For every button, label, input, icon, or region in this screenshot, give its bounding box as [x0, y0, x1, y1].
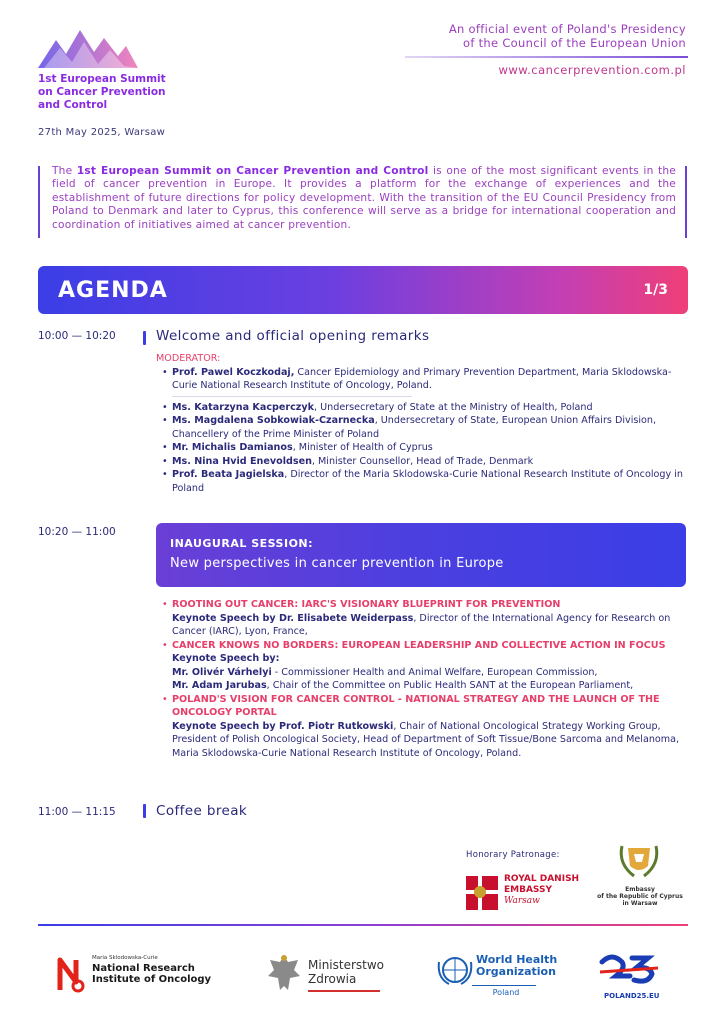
speaker-item — [156, 441, 686, 455]
person-desc: , Director of the Maria Sklodowska-Curie National Research Institute of Oncology in Poland — [172, 469, 683, 494]
keynote-desc: , Director of the International Agency for Research on Cancer (IARC), Lyon, France, — [172, 612, 671, 637]
keynote-speaker: Keynote Speech by Prof. Piotr Rutkowski — [172, 720, 394, 732]
who-name — [476, 954, 557, 978]
cyprus-line: Embassy — [625, 886, 655, 893]
agenda-page-number: 1/3 — [643, 282, 668, 298]
ministry-underline — [308, 990, 380, 992]
summit-title-line: 1st European Summit — [38, 73, 166, 85]
session1-details — [156, 352, 686, 495]
session-marker — [143, 331, 146, 345]
ministry-of-health — [308, 958, 384, 986]
who-country: Poland — [492, 988, 520, 997]
inaugural-label: INAUGURAL SESSION: — [170, 537, 314, 550]
intro-left-bar — [38, 166, 40, 238]
talk-title: CANCER KNOWS NO BORDERS: EUROPEAN LEADERSHIP AND COLLECTIVE ACTION IN FOCUS — [172, 639, 666, 651]
speaker-item — [156, 455, 686, 469]
website-link[interactable]: www.cancerprevention.com.pl — [498, 63, 686, 77]
session-title: Welcome and official opening remarks — [156, 328, 430, 344]
nio-line: Institute of Oncology — [92, 974, 212, 985]
header-divider — [405, 56, 688, 58]
keynote-desc: , Chair of National Oncological Strategy Working Group, President of Polish Oncological Society, Head of Department of Soft Tissue/Bone Sarcoma and Melanoma, Maria Sklodowska-Curie National Research Institute of Oncology, Poland. — [172, 720, 680, 759]
poland25-logo-icon — [598, 952, 662, 986]
talk-title: POLAND'S VISION FOR CANCER CONTROL - NATIONAL STRATEGY AND THE LAUNCH OF THE ONCOLOGY PORTAL — [172, 693, 660, 718]
person-name: Ms. Magdalena Sobkowiak-Czarnecka — [172, 415, 375, 426]
cyprus-line: of the Republic of Cyprus — [597, 893, 683, 900]
danish-line: ROYAL DANISH — [504, 874, 580, 884]
nio-small-text: Maria Sklodowska-Curie — [92, 955, 158, 961]
bullet-icon: • — [162, 366, 168, 378]
moderator-label: MODERATOR: — [156, 353, 221, 364]
person-desc: , Undersecretary of State at the Ministry of Health, Poland — [314, 401, 593, 413]
agenda-title: AGENDA — [58, 277, 168, 303]
divider — [172, 396, 412, 397]
event-date: 27th May 2025, Warsaw — [38, 127, 166, 138]
intro-rest: is one of the most significant events in the field of cancer prevention in Europe. It provides a platform for the exchange of experiences and the establishment of future directions for policy development. With the transition of the EU Council Presidency from Poland to Denmark and later to Cyprus, this conference will serve as a bridge for international cooperation and coordination of initiatives aimed at cancer prevention. — [52, 165, 676, 231]
keynote-speaker: Keynote Speech by Dr. Elisabete Weiderpass — [172, 612, 414, 624]
talk-item — [156, 693, 686, 761]
official-line: of the Council of the European Union — [462, 36, 686, 50]
person-name: Mr. Olivér Várhelyi — [172, 666, 272, 678]
person-desc: , Chair of the Committee on Public Health SANT at the European Parliament, — [266, 680, 634, 691]
intro-paragraph — [52, 165, 676, 232]
intro-bold: 1st European Summit on Cancer Prevention and Control — [76, 165, 429, 177]
agenda-banner — [38, 266, 688, 314]
who-line: Organization — [476, 965, 556, 978]
inaugural-session-box — [156, 523, 686, 587]
person-desc: Cancer Epidemiology and Primary Prevention Department, Maria Sklodowska-Curie National Research Institute of Oncology, Poland. — [172, 366, 672, 391]
session-time: 11:00 — 11:15 — [38, 806, 116, 818]
talk-title: ROOTING OUT CANCER: IARC'S VISIONARY BLUEPRINT FOR PREVENTION — [172, 599, 561, 610]
session-title: Coffee break — [156, 803, 248, 819]
who-emblem-icon — [437, 954, 473, 986]
bullet-icon: • — [162, 455, 168, 467]
speaker-item — [156, 468, 686, 495]
intro-right-bar — [685, 166, 687, 238]
bullet-icon: • — [162, 442, 168, 453]
bullet-icon: • — [162, 639, 168, 651]
person-name: Mr. Michalis Damianos — [172, 442, 293, 453]
person-name: Prof. Pawel Koczkodaj, — [172, 366, 295, 378]
official-event-note — [449, 22, 686, 50]
person-desc: , Minister Counsellor, Head of Trade, Denmark — [311, 455, 534, 467]
bullet-icon: • — [162, 401, 168, 413]
nio-line: National Research — [92, 963, 195, 974]
danish-city: Warsaw — [504, 896, 540, 906]
person-name: Ms. Katarzyna Kacperczyk — [172, 401, 315, 413]
person-name: Mr. Adam Jarubas — [172, 680, 267, 691]
talk-item — [156, 598, 686, 639]
cyprus-line: in Warsaw — [622, 900, 658, 907]
keynote-speaker: Keynote Speech by: — [172, 653, 280, 664]
person-name: Ms. Nina Hvid Enevoldsen — [172, 455, 312, 467]
who-divider — [472, 985, 536, 986]
inaugural-title: New perspectives in cancer prevention in Europe — [170, 556, 504, 571]
talk-item — [156, 639, 686, 693]
summit-logo-icon — [38, 26, 138, 68]
cyprus-emblem-icon — [614, 836, 664, 884]
bullet-icon: • — [162, 599, 168, 610]
mz-line: Zdrowia — [308, 972, 357, 986]
who-line: World Health — [476, 953, 558, 966]
bullet-icon: • — [162, 693, 168, 705]
person-desc: , Undersecretary of State, European Union Affairs Division, Chancellery of the Prime Minister of Poland — [172, 415, 657, 440]
danish-embassy — [504, 874, 579, 907]
session-marker — [143, 804, 146, 818]
session-time: 10:20 — 11:00 — [38, 526, 116, 538]
intro-lead: The — [52, 165, 77, 177]
moderator-item — [156, 366, 686, 393]
person-desc: , Minister of Health of Cyprus — [292, 442, 433, 453]
official-line: An official event of Poland's Presidency — [448, 22, 686, 36]
danish-crest-icon — [466, 876, 498, 910]
nio-logo-icon — [56, 956, 86, 994]
session-time: 10:00 — 10:20 — [38, 330, 116, 342]
summit-title-line: on Cancer Prevention — [38, 86, 166, 98]
bullet-icon: • — [162, 415, 168, 426]
polish-eagle-icon — [266, 952, 302, 996]
patronage-label: Honorary Patronage: — [466, 850, 560, 860]
speaker-item — [156, 401, 686, 415]
bullet-icon: • — [162, 469, 168, 480]
summit-title — [38, 73, 238, 112]
cyprus-embassy — [590, 886, 690, 907]
speaker-item — [156, 414, 686, 441]
footer-divider — [38, 924, 688, 926]
mz-line: Ministerstwo — [308, 958, 385, 972]
person-desc: - Commissioner Health and Animal Welfare, European Commission, — [271, 666, 598, 678]
nio-name — [92, 963, 211, 985]
summit-title-line: and Control — [38, 99, 108, 111]
session2-details — [156, 598, 686, 760]
poland25-link[interactable]: POLAND25.EU — [604, 992, 660, 1000]
person-name: Prof. Beata Jagielska — [172, 469, 285, 480]
danish-line: EMBASSY — [504, 885, 553, 895]
